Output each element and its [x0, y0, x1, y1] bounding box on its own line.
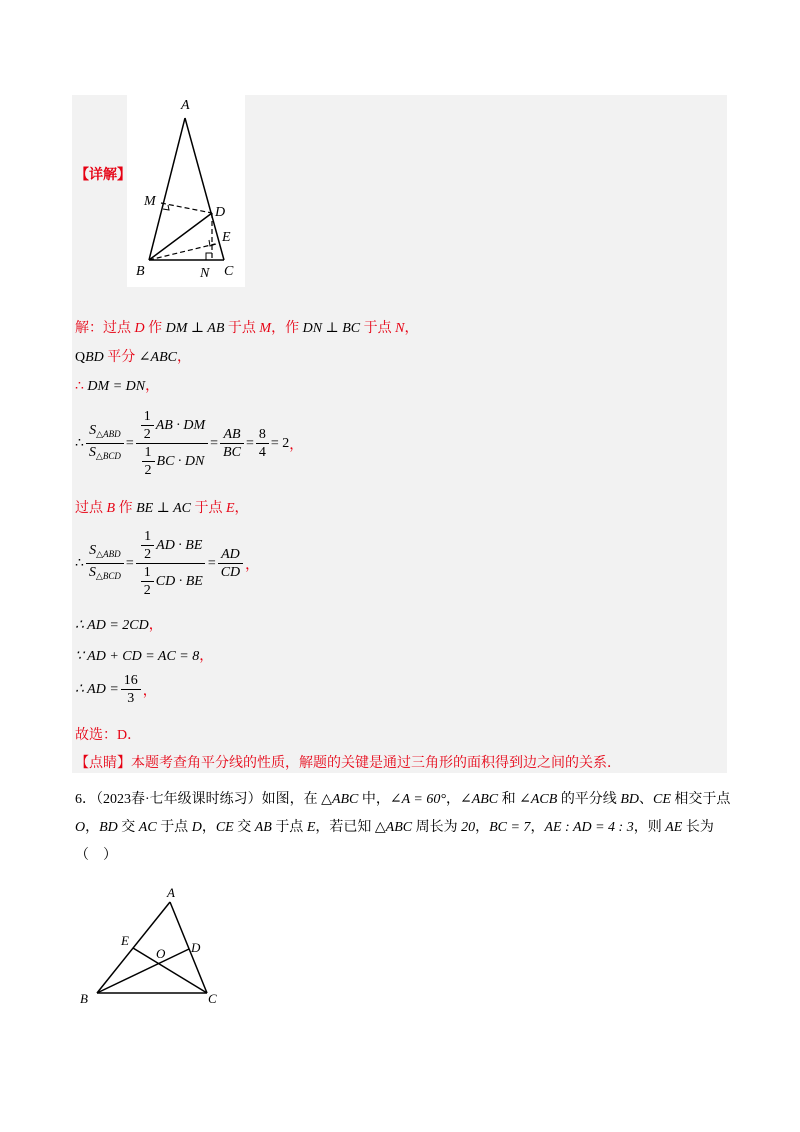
solution-line-6: ∴ $\frac{S_{\triangle ABD}}{S_{\triangle BCD}}$ = $\frac{1}{2}$ AD · BE $\frac{1}{2}$ CD · BE = $\frac{AD}{CD}$ ， [75, 529, 260, 598]
label-c-2: C [208, 991, 217, 1006]
label-e: E [222, 230, 231, 245]
solution-line-2: QBD 平分 ∠ABC， [75, 350, 191, 365]
label-a-2: A [167, 885, 175, 900]
solution-comment: 【点睛】本题考查角平分线的性质，解题的关键是通过三角形的面积得到边之间的关系． [75, 756, 621, 771]
label-o-2: O [156, 946, 166, 961]
solution-line-8: ∵ AD + CD = AC = 8， [75, 649, 214, 664]
label-m: M [144, 194, 156, 209]
solution-line-5: 过点 B 作 BE ⊥ AC 于点 E， [75, 501, 249, 516]
question-6-text: 6．（2023春·七年级课时练习）如图，在 △ABC 中，∠A = 60°，∠ABC 和 ∠ACB 的平分线 BD、CE 相交于点 O，BD 交 AC 于点 D，CE 交 AB 于点 E，若已知 △ABC 周长为 20，BC = 7，AE : AD = 4 : 3，则 AE 长为（ ） [75, 792, 731, 863]
figure-svg-1 [127, 95, 245, 287]
figure-triangle-abc-1 [127, 95, 245, 287]
solution-line-4: ∴ $\frac{S_{\triangle ABD}}{S_{\triangle BCD}}$ = $\frac{1}{2}$ AB · DM $\frac{1}{2}$ BC · DN = $\frac{AB}{BC}$ = $\frac{8}{4}$ = 2 ， [75, 409, 304, 478]
figure-svg-2 [75, 885, 235, 1010]
detail-tag: 【详解】 [75, 168, 131, 183]
solution-choice: 故选：D． [75, 728, 142, 743]
label-b-2: B [80, 991, 88, 1006]
label-e-2: E [121, 933, 129, 948]
solution-line-3: ∴ DM = DN， [75, 379, 160, 394]
label-b: B [136, 264, 145, 279]
label-n: N [200, 266, 210, 281]
label-a: A [181, 98, 190, 113]
label-c: C [224, 264, 234, 279]
solution-line-9: ∴ AD = $\frac{16}{3}$ ， [75, 673, 157, 706]
label-d-2: D [191, 940, 201, 955]
area-ratio: $\frac{S_{\triangle ABD}}{S_{\triangle BCD}}$ [86, 422, 124, 465]
label-d: D [215, 205, 226, 220]
solution-line-1: 解：过点 D 作 DM ⊥ AB 于点 M，作 DN ⊥ BC 于点 N， [75, 321, 419, 336]
solution-line-7: ∴ AD = 2CD， [75, 618, 163, 633]
big-fraction: $\frac{1}{2}$ AB · DM $\frac{1}{2}$ BC · DN [136, 408, 208, 479]
figure-triangle-abc-2 [75, 885, 235, 1010]
